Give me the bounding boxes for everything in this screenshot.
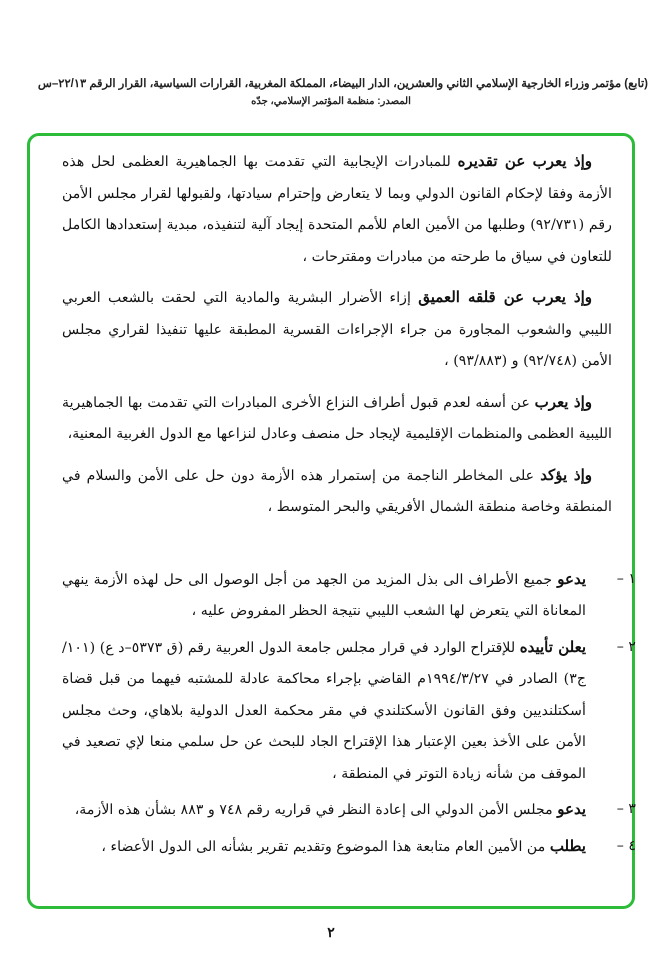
- item-number: ٣ –: [616, 801, 636, 817]
- list-item: [62, 632, 636, 791]
- paragraph-text: عن أسفه لعدم قبول أطراف النزاع الأخرى المبادرات التي تقدمت بها الجماهيرية الليبية العظمى والمنظمات الإقليمية لإيجاد حل منصف وعادل لنزاعها مع الدول الغربية المعنية،: [62, 394, 612, 442]
- item-text: مجلس الأمن الدولي الى إعادة النظر في قراريه رقم ٧٤٨ و ٨٨٣ بشأن هذه الأزمة،: [74, 802, 558, 818]
- item-number: ٢ –: [616, 638, 636, 655]
- item-lead: يطلب: [549, 836, 586, 855]
- item-lead: يدعو: [557, 800, 586, 818]
- document-title: (تابع) مؤتمر وزراء الخارجية الإسلامي الثاني والعشرين، الدار البيضاء، المملكة المغربية، القرارات السياسية، القرار الرقم ٢٢/١٣–س: [37, 78, 648, 90]
- item-lead: يعلن تأييده: [519, 637, 586, 656]
- item-text: جميع الأطراف الى بذل المزيد من الجهد من أجل الوصول الى حل لهذه الأزمة ينهي المعاناة التي يتعرض لها الشعب الليبي نتيجة الحظر المفروض عليه ،: [62, 571, 586, 619]
- preamble-paragraph: [62, 146, 612, 273]
- resolution-body: [62, 146, 636, 867]
- page-number: ٢: [327, 925, 335, 941]
- preamble-paragraph: [62, 460, 612, 524]
- document-source: المصدر: منظمة المؤتمر الإسلامي، جدّه: [251, 96, 411, 107]
- paragraph-lead: وإذ يؤكد: [540, 465, 592, 484]
- item-text: للإقتراح الوارد في قرار مجلس جامعة الدول العربية رقم (ق ٥٣٧٣–د ع) (١٠١/ج٣) الصادر في ١٩٩٤/٣/٢٧م القاضي بإجراء محاكمة عادلة للمشتبه فيهما من قبل قضاة أسكتلنديين وفق القانون الأسكتلندي في مقر محكمة العدل الدولية بلاهاي، وحث مجلس الأمن على الأخذ بعين الإعتبار هذا الإقتراح الجاد للبحث عن حل سلمي منعا لإي تصعيد في الموقف من شأنه زيادة التوتر في المنطقة ،: [62, 639, 586, 782]
- paragraph-text: إزاء الأضرار البشرية والمادية التي لحقت بالشعب العربي الليبي والشعوب المجاورة من جراء الإجراءات القسرية المطبقة عليها تنفيذا لقراري مجلس الأمن (٩٢/٧٤٨) و (٩٣/٨٨٣) ،: [62, 290, 612, 369]
- paragraph-lead: وإذ يعرب عن قلقه العميق: [418, 288, 593, 306]
- item-number: ١ –: [616, 570, 636, 587]
- paragraph-lead: وإذ يعرب: [534, 392, 592, 411]
- paragraph-text: على المخاطر الناجمة من إستمرار هذه الأزمة دون حل على الأمن والسلام في المنطقة وخاصة منطقة الشمال الأفريقي والبحر المتوسط ،: [62, 467, 612, 515]
- preamble-paragraph: [62, 387, 612, 451]
- item-text: من الأمين العام متابعة هذا الموضوع وتقديم تقرير بشأنه الى الدول الأعضاء ،: [101, 838, 550, 855]
- item-lead: يدعو: [557, 569, 586, 588]
- list-item: [62, 794, 636, 827]
- paragraph-lead: وإذ يعرب عن تقديره: [457, 152, 592, 170]
- operative-list: [62, 564, 636, 864]
- preamble-paragraph: [62, 282, 612, 378]
- item-number: ٤ –: [616, 837, 636, 854]
- list-item: [62, 564, 636, 628]
- list-item: [62, 831, 636, 864]
- paragraph-text: للمبادرات الإيجابية التي تقدمت بها الجماهيرية العظمى لحل هذه الأزمة وفقا لإحكام القانون الدولي وبما لا يتعارض وإحترام سيادتها، ولقبولها لقرار مجلس الأمن رقم (٩٢/٧٣١) وطلبها من الأمين العام للأمم المتحدة إيجاد آلية لتنفيذه، مبدية إستعدادها الكامل للتعاون في سياق ما طرحته من مبادرات ومقترحات ،: [62, 154, 612, 265]
